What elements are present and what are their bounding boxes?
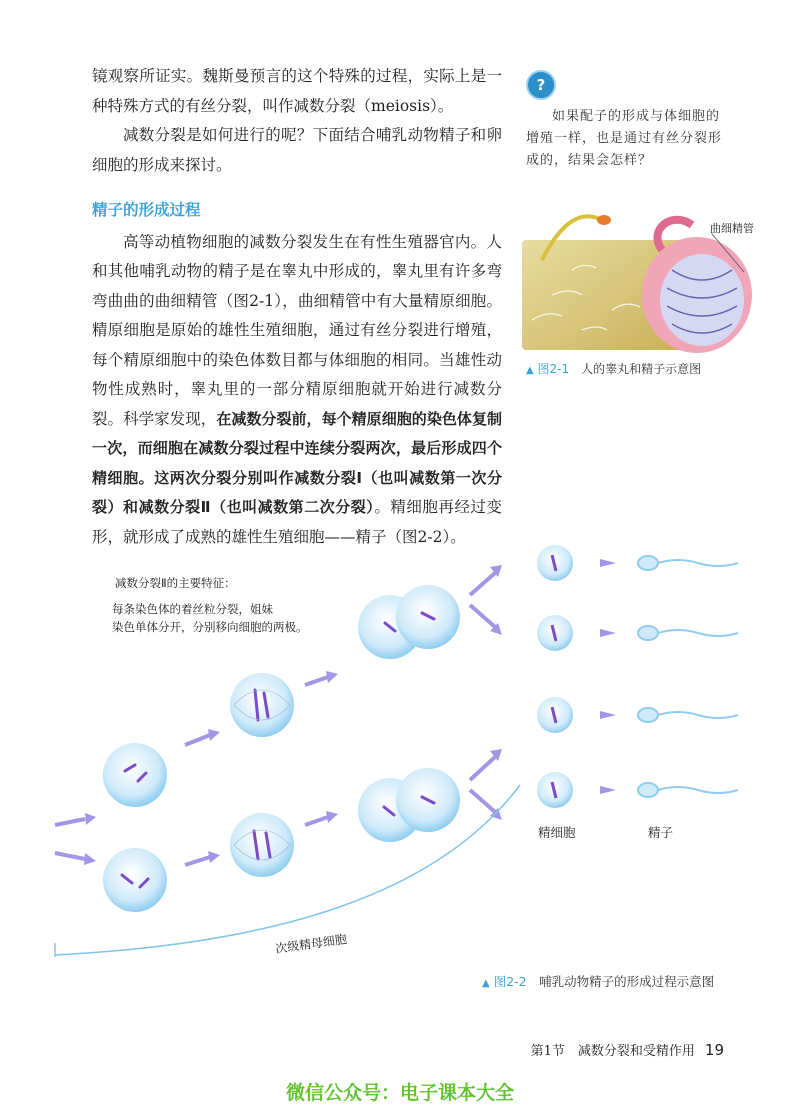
spermatid-cells: [537, 545, 573, 808]
sperm-cells: [638, 556, 738, 797]
figure-spermatogenesis: [50, 535, 770, 975]
section-heading: 精子的形成过程: [92, 201, 201, 219]
paragraph-1: 镜观察所证实。魏斯曼预言的这个特殊的过程，实际上是一种特殊方式的有丝分裂，叫作减数分裂（meiosis）。: [92, 67, 502, 115]
figure2-caption: [482, 972, 714, 990]
figure1-label: 曲细精管: [710, 222, 754, 235]
paragraph-3: [92, 228, 502, 553]
page-footer: [531, 1040, 724, 1059]
label-spermatid: 精细胞: [538, 825, 576, 840]
side-note: [526, 70, 726, 172]
paragraph-3-part-a: 高等动植物细胞的减数分裂发生在有性生殖器官内。人和其他哺乳动物的精子是在睾丸中形成的，睾丸里有许多弯弯曲曲的曲细精管（图2-1），曲细精管中有大量精原细胞。精原细胞是原始的雄性生殖细胞，通过有丝分裂进行增殖，每个精原细胞中的染色体数目都与体细胞的相同。当雄性动物性成熟时，睾丸里的一部分精原细胞就开始进行减数分裂。科学家发现，: [92, 232, 502, 428]
footer-section: 第1节 减数分裂和受精作用: [530, 1044, 695, 1059]
paragraph-2: 减数分裂是如何进行的呢？下面结合哺乳动物精子和卵细胞的形成来探讨。: [92, 126, 502, 174]
label-sperm: 精子: [648, 825, 674, 840]
caption-marker-icon: ▲: [526, 365, 534, 376]
caption-marker-icon: ▲: [482, 978, 490, 989]
feature-line-2: 染色单体分开，分别移向细胞的两极。: [112, 620, 308, 634]
figure2-number: 图2-2: [493, 974, 527, 989]
watermark-text: 微信公众号：电子课本大全: [285, 1082, 514, 1104]
paragraph-3-bold: 在减数分裂前，每个精原细胞的染色体复制一次，而细胞在减数分裂过程中连续分裂两次，最后形成四个精细胞。这两次分裂分别叫作减数分裂Ⅰ（也叫减数第一次分裂）和减数分裂Ⅱ（也叫减数第二次分裂）: [92, 409, 502, 516]
feature-title: 减数分裂Ⅱ的主要特征：: [115, 576, 236, 590]
figure-testis-illustration: [522, 200, 762, 360]
label-secondary-spermatocyte: 次级精母细胞: [274, 932, 348, 956]
figure1-caption-text: 人的睾丸和精子示意图: [581, 362, 702, 376]
paragraph-3-part-c: 。精细胞再经过变形，就形成了成熟的雄性生殖细胞——精子（图2-2）。: [92, 498, 502, 546]
figure1-number: 图2-1: [537, 362, 570, 376]
main-text-column: [92, 62, 502, 552]
feature-line-1: 每条染色体的着丝粒分裂，姐妹: [112, 602, 273, 616]
question-icon: ?: [526, 70, 556, 100]
figure1-caption: [526, 360, 701, 377]
page-number: 19: [704, 1041, 724, 1059]
figure2-caption-text: 哺乳动物精子的形成过程示意图: [539, 974, 715, 989]
side-note-text: 如果配子的形成与体细胞的增殖一样，也是通过有丝分裂形成的，结果会怎样？: [526, 109, 723, 168]
